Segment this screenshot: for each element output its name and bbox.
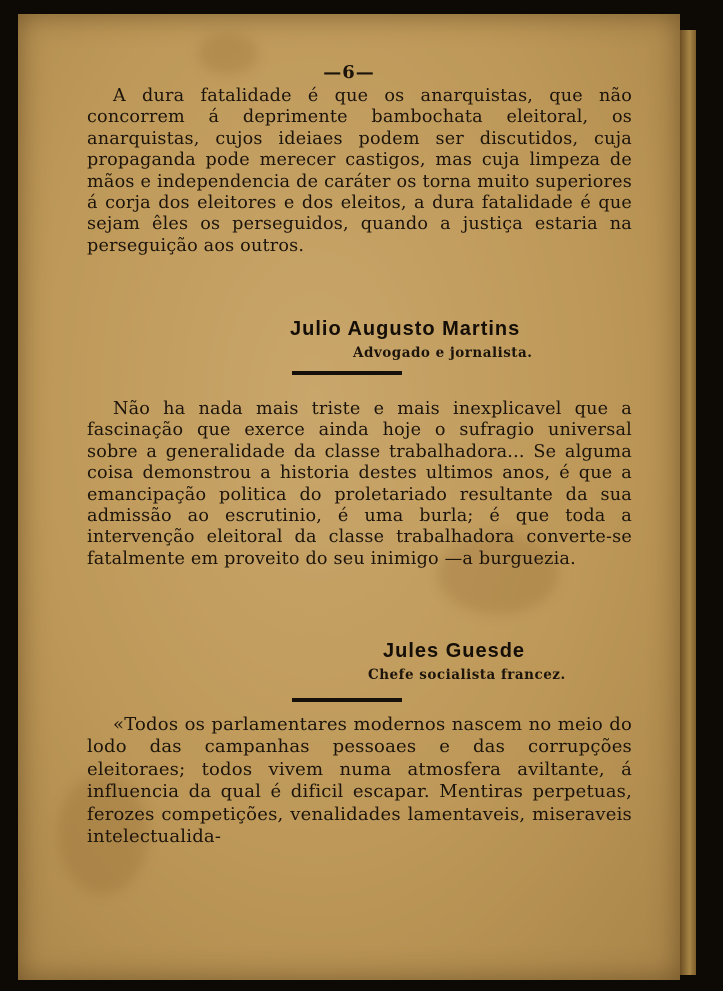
- quote-1-author: Julio Augusto Martins: [290, 318, 521, 340]
- quote-3-body: «Todos os parlamentares modernos nascem no meio do lodo das campanhas pessoaes e das corrupções eleitoraes; todos vivem numa atmosfera aviltante, á influencia da qual é dificil escapar. Mentiras perpetuas, ferozes competições, venalidades lamentaveis, miseraveis intelectualida-: [87, 714, 632, 848]
- quote-2-body: Não ha nada mais triste e mais inexplicavel que a fascinação que exerce ainda hoje o sufragio universal sobre a generalidade da classe trabalhadora... Se alguma coisa demonstrou a historia destes ultimos anos, é que a emancipação politica do proletariado resultante da sua admissão ao escrutinio, é uma burla; é que toda a intervenção eleitoral da classe trabalhadora converte-se fatalmente em proveito do seu inimigo —a burguezia.: [87, 399, 632, 569]
- section-divider: [292, 698, 402, 702]
- quote-2-text: [87, 399, 632, 570]
- quote-1-author-role: Advogado e jornalista.: [353, 345, 533, 361]
- quote-2-author-role: Chefe socialista francez.: [368, 667, 566, 683]
- page-number: —6—: [323, 62, 375, 83]
- section-divider: [292, 371, 402, 375]
- adjacent-page-edge: [680, 30, 696, 975]
- quote-1-body: A dura fatalidade é que os anarquistas, que não concorrem á deprimente bambochata eleitoral, os anarquistas, cujos ideiaes podem ser discutidos, cuja propaganda pode merecer castigos, mas cuja limpeza de mãos e independencia de caráter os torna muito superiores á corja dos eleitores e dos eleitos, a dura fatalidade é que sejam êles os perseguidos, quando a justiça estaria na perseguição aos outros.: [87, 86, 632, 256]
- quote-3-text: [87, 714, 632, 848]
- quote-2-author: Jules Guesde: [383, 640, 526, 662]
- quote-1-text: [87, 86, 632, 257]
